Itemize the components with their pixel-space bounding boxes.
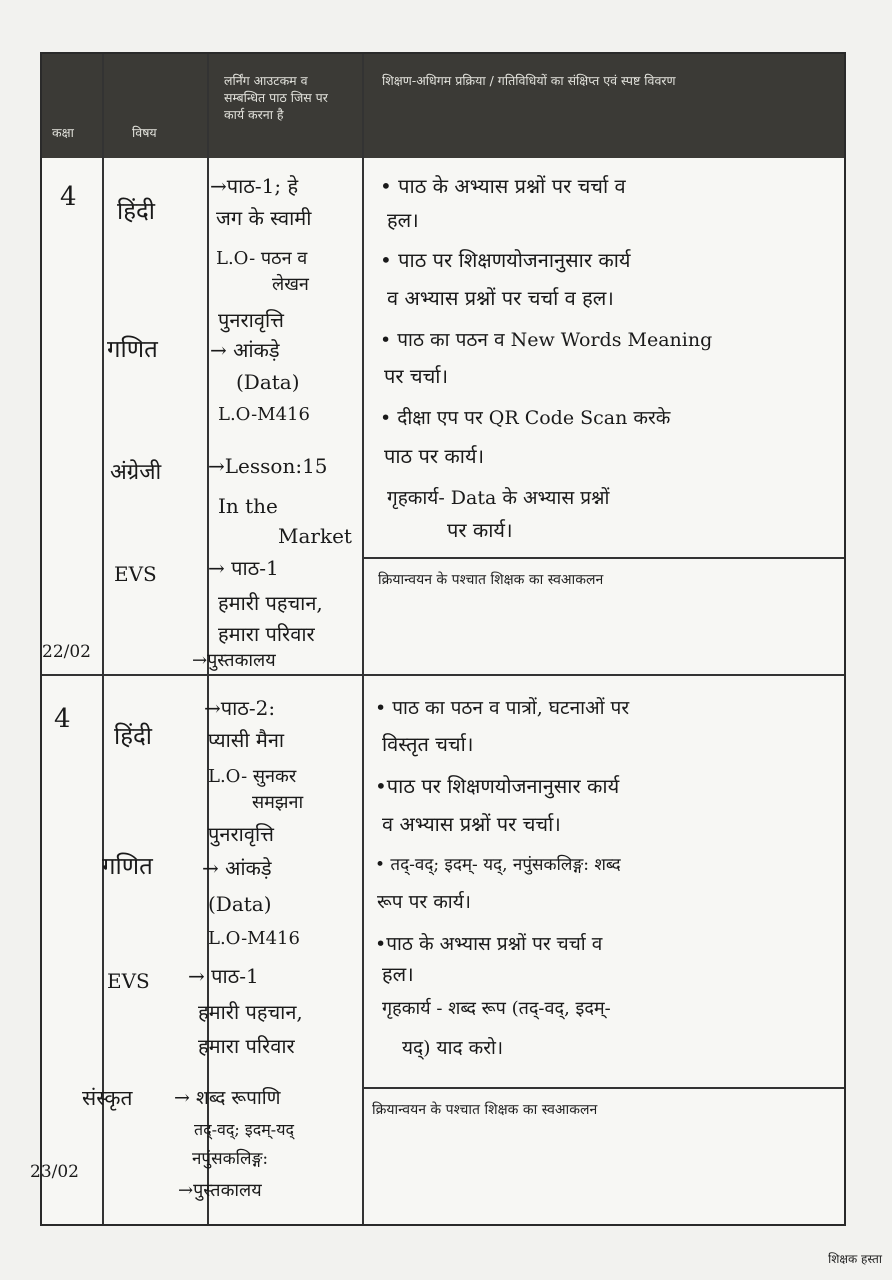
topic-line: नपुंसकलिङ्ग: [192, 1149, 269, 1169]
subject: EVS [114, 562, 157, 586]
lesson-plan-table [30, 52, 846, 1226]
entry-class: 4 [60, 182, 77, 212]
activity-line: पर चर्चा। [384, 364, 449, 388]
col-divider-3 [362, 54, 364, 1224]
topic-line: समझना [252, 792, 304, 813]
self-assessment-label: क्रियान्वयन के पश्चात शिक्षक का स्वआकलन [372, 1102, 598, 1118]
activity-line: व अभ्यास प्रश्नों पर चर्चा। [382, 812, 561, 836]
topic-line: → आंकड़े [202, 856, 272, 880]
topic-line: पुनरावृत्ति [218, 308, 284, 332]
topic-line: L.O- पठन व [216, 248, 308, 269]
topic-line: तद्-वद्; इदम्-यद् [194, 1120, 294, 1139]
subject: हिंदी [117, 197, 155, 225]
topic-line: →पुस्तकालय [192, 650, 276, 671]
topic-line: →पाठ-2: [204, 696, 276, 720]
activity-line: व अभ्यास प्रश्नों पर चर्चा व हल। [387, 286, 614, 310]
entry-date: 23/02 [30, 1162, 79, 1182]
header-subject: विषय [132, 125, 157, 140]
activity-line: पाठ पर कार्य। [384, 444, 485, 468]
activity-line: • पाठ के अभ्यास प्रश्नों पर चर्चा व [380, 174, 626, 198]
subject: गणित [107, 335, 158, 363]
signature-label: शिक्षक हस्ता [828, 1252, 882, 1266]
topic-line: L.O-M416 [218, 404, 310, 425]
self-assessment-label: क्रियान्वयन के पश्चात शिक्षक का स्वआकलन [378, 572, 604, 588]
header-activity: शिक्षण-अधिगम प्रक्रिया / गतिविधियों का संक्षिप्त एवं स्पष्ट विवरण [382, 73, 676, 88]
activity-line: गृहकार्य - शब्द रूप (तद्-वद्, इदम्- [382, 998, 611, 1019]
activity-line: • पाठ का पठन व पात्रों, घटनाओं पर [375, 697, 630, 719]
activity-line: • पाठ का पठन व New Words Meaning [380, 329, 713, 351]
topic-line: लेखन [272, 274, 309, 295]
activity-line: • पाठ पर शिक्षणयोजनानुसार कार्य [380, 248, 631, 272]
entry-class: 4 [54, 704, 71, 734]
topic-line: प्यासी मैना [208, 728, 285, 752]
topic-line: →Lesson:15 [208, 454, 328, 478]
activity-line: •पाठ के अभ्यास प्रश्नों पर चर्चा व [375, 933, 603, 955]
topic-line: (Data) [236, 370, 300, 394]
activity-line: • तद्-वद्; इदम्- यद्, नपुंसकलिङ्ग: शब्द [375, 855, 621, 875]
subject: हिंदी [114, 722, 152, 750]
activity-line: गृहकार्य- Data के अभ्यास प्रश्नों [387, 487, 610, 509]
entry-date: 22/02 [42, 642, 91, 662]
activity-line: हल। [387, 208, 419, 232]
table-header [42, 54, 844, 158]
topic-line: →पाठ-1; हे [210, 174, 299, 198]
topic-line: L.O-M416 [208, 928, 300, 949]
activity-line: पर कार्य। [447, 518, 513, 542]
topic-line: Market [278, 524, 352, 548]
topic-line: पुनरावृत्ति [208, 822, 274, 846]
subject: अंग्रेजी [110, 460, 162, 485]
topic-line: → शब्द रूपाणि [174, 1087, 281, 1109]
col-divider-1 [102, 54, 104, 1224]
topic-line: हमारी पहचान, [218, 591, 323, 615]
topic-line: In the [218, 494, 278, 518]
self-assess-line-2 [362, 1087, 844, 1089]
activity-line: यद्) याद करो। [402, 1037, 504, 1059]
subject: EVS [107, 969, 150, 993]
header-class: कक्षा [52, 125, 74, 140]
subject: संस्कृत [82, 1086, 133, 1110]
topic-line: हमारा परिवार [198, 1034, 295, 1058]
topic-line: हमारा परिवार [218, 622, 315, 646]
activity-line: • दीक्षा एप पर QR Code Scan करके [380, 407, 671, 429]
row-divider [42, 674, 844, 676]
activity-line: •पाठ पर शिक्षणयोजनानुसार कार्य [375, 774, 620, 798]
topic-line: जग के स्वामी [216, 206, 312, 230]
topic-line: L.O- सुनकर [208, 766, 297, 787]
header-outcome: लर्निंग आउटकम व सम्बन्धित पाठ जिस पर कार्य करना है [224, 73, 328, 122]
topic-line: → आंकड़े [210, 338, 280, 362]
topic-line: →पुस्तकालय [178, 1180, 262, 1201]
topic-line: → पाठ-1 [208, 556, 279, 580]
topic-line: → पाठ-1 [188, 964, 259, 988]
activity-line: विस्तृत चर्चा। [382, 732, 474, 756]
self-assess-line-1 [362, 557, 844, 559]
topic-line: हमारी पहचान, [198, 1000, 303, 1024]
topic-line: (Data) [208, 892, 272, 916]
activity-line: हल। [382, 962, 414, 986]
activity-line: रूप पर कार्य। [377, 891, 471, 913]
subject: गणित [102, 852, 153, 880]
